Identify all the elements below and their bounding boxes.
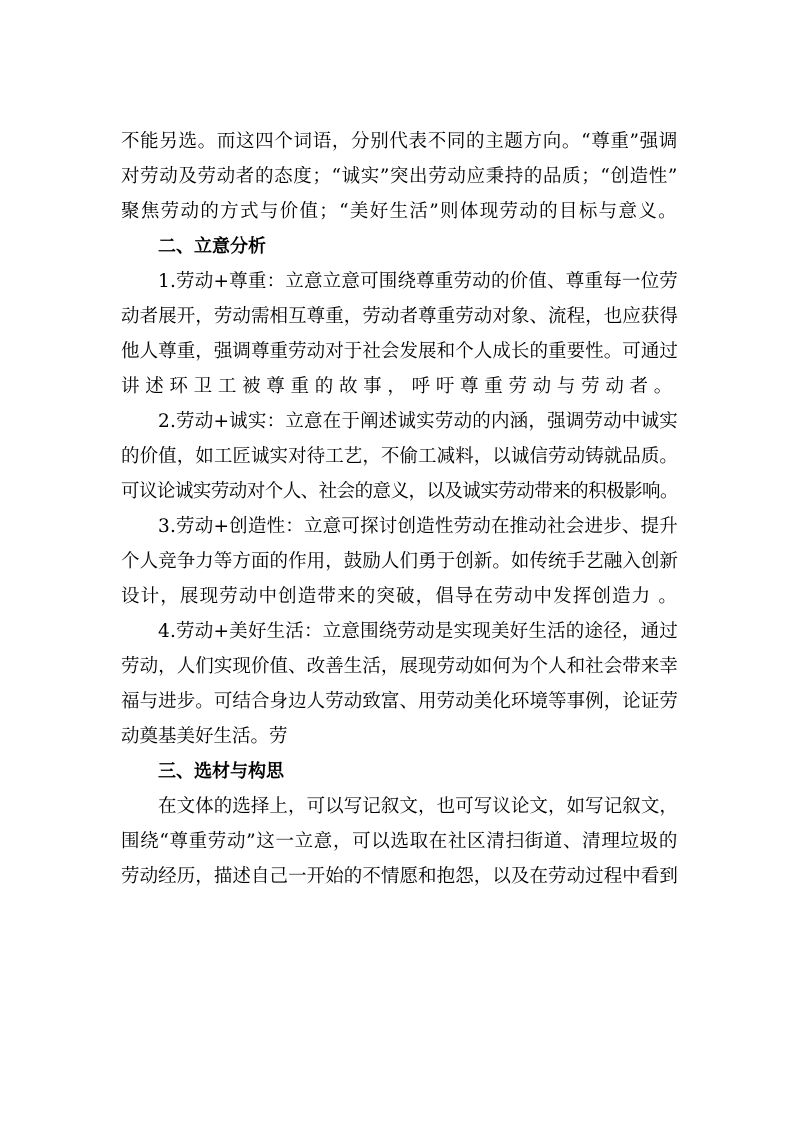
paragraph-line [0, 335, 794, 369]
paragraph-line [0, 580, 794, 614]
section-heading [0, 230, 794, 264]
paragraph-line [0, 720, 794, 754]
line-text: 在文体的选择上，可以写记叙文，也可写议论文，如写记叙文， [158, 796, 678, 817]
paragraph-line [0, 125, 794, 159]
line-text: 2.劳动+诚实：立意在于阐述诚实劳动的内涵，强调劳动中诚实 [158, 411, 678, 432]
line-text: 的价值，如工匠诚实对待工艺，不偷工减料，以诚信劳动铸就品质。 [121, 446, 678, 467]
line-text: 福与进步。可结合身边人劳动致富、用劳动美化环境等事例，论证劳 [121, 691, 678, 712]
line-text: 个人竞争力等方面的作用，鼓励人们勇于创新。如传统手艺融入创新 [121, 551, 678, 572]
paragraph-line [0, 510, 794, 544]
line-text: 他人尊重，强调尊重劳动对于社会发展和个人成长的重要性。可通过 [121, 341, 678, 362]
paragraph-line [0, 685, 794, 719]
line-text: 1.劳动+尊重：立意立意可围绕尊重劳动的价值、尊重每一位劳 [158, 271, 678, 292]
paragraph-line [0, 545, 794, 579]
line-text: 动者展开，劳动需相互尊重，劳动者尊重劳动对象、流程，也应获得 [121, 306, 678, 327]
paragraph-line [0, 195, 794, 229]
line-text: 对劳动及劳动者的态度；“诚实”突出劳动应秉持的品质；“创造性” [121, 166, 678, 187]
line-text: 讲述环卫工被尊重的故事，呼吁尊重劳动与劳动者。 [121, 376, 678, 397]
paragraph-line [0, 160, 794, 194]
line-text: 设计，展现劳动中创造带来的突破，倡导在劳动中发挥创造力 。 [121, 586, 678, 607]
line-text: 劳动经历，描述自己一开始的不情愿和抱怨，以及在劳动过程中看到 [121, 866, 678, 887]
paragraph-line [0, 440, 794, 474]
line-text: 可议论诚实劳动对个人、社会的意义，以及诚实劳动带来的积极影响。 [121, 481, 678, 502]
line-text: 4.劳动+美好生活：立意围绕劳动是实现美好生活的途径，通过 [158, 621, 678, 642]
paragraph-line [0, 615, 794, 649]
line-text: 3.劳动+创造性：立意可探讨创造性劳动在推动社会进步、提升 [158, 516, 678, 537]
line-text: 劳动，人们实现价值、改善生活，展现劳动如何为个人和社会带来幸 [121, 656, 678, 677]
paragraph-line [0, 650, 794, 684]
paragraph-line [0, 475, 794, 509]
paragraph-line [0, 405, 794, 439]
section-heading [0, 755, 794, 789]
line-text: 聚焦劳动的方式与价值；“美好生活”则体现劳动的目标与意义。 [121, 201, 678, 222]
line-text: 不能另选。而这四个词语，分别代表不同的主题方向。“尊重”强调 [121, 131, 678, 152]
paragraph-line [0, 860, 794, 894]
paragraph-line [0, 370, 794, 404]
paragraph-line [0, 265, 794, 299]
paragraph-line [0, 825, 794, 859]
heading-text: 二、立意分析 [158, 236, 266, 257]
line-text: 围绕“尊重劳动”这一立意，可以选取在社区清扫街道、清理垃圾的 [121, 831, 678, 852]
paragraph-line [0, 790, 794, 824]
line-text: 动奠基美好生活。劳 [121, 726, 288, 747]
paragraph-line [0, 300, 794, 334]
heading-text: 三、选材与构思 [158, 761, 284, 782]
